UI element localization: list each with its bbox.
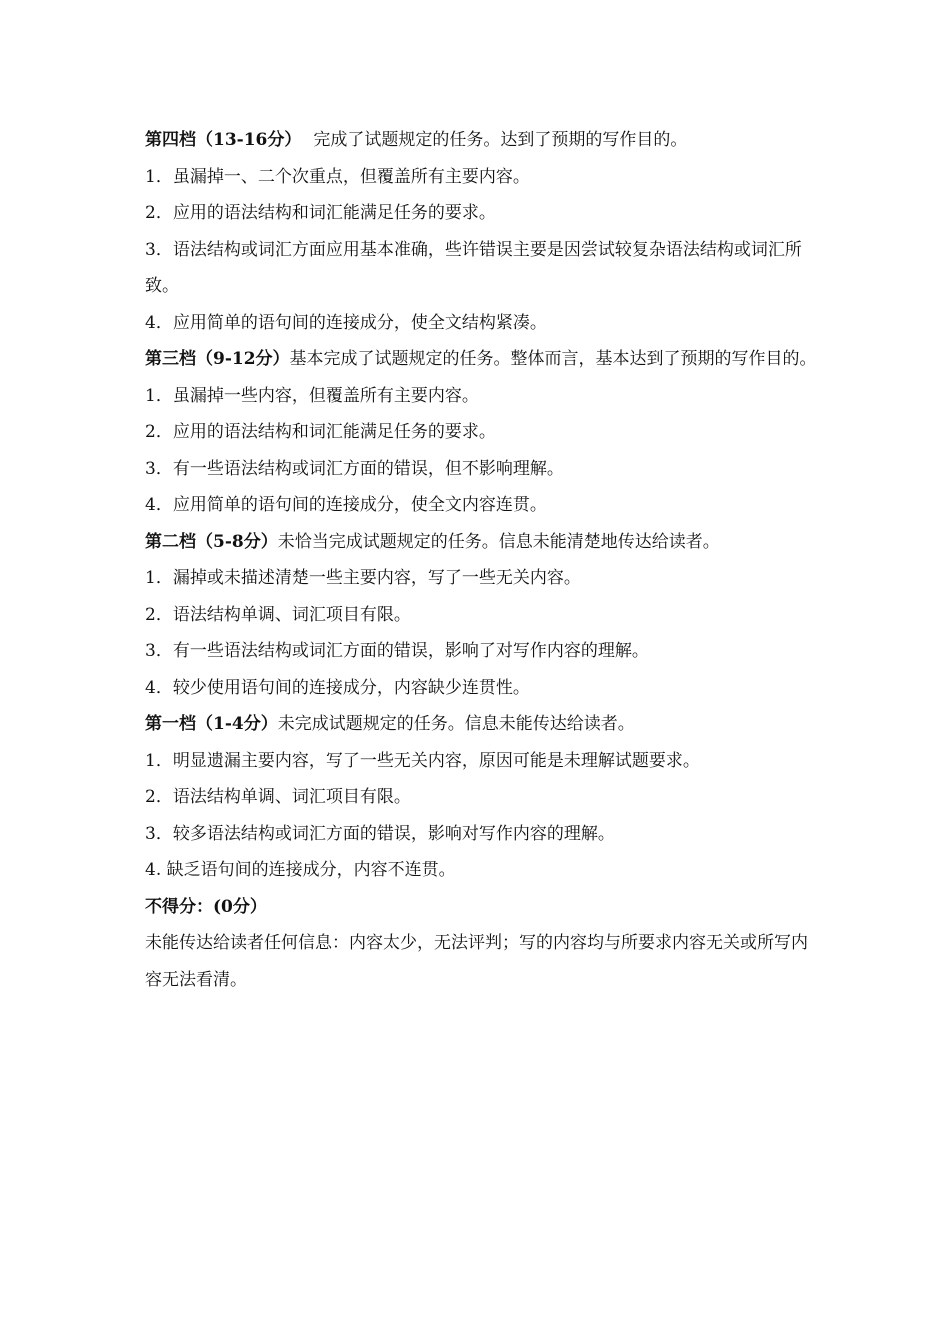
criterion-item: 1．虽漏掉一、二个次重点，但覆盖所有主要内容。 <box>145 166 530 187</box>
section-4-header <box>145 122 817 159</box>
section-summary: 未完成试题规定的任务。信息未能传达给读者。 <box>277 714 635 734</box>
criterion-item: 2．应用的语法结构和词汇能满足任务的要求。 <box>145 203 496 223</box>
section-heading: 第二档（5-8分） <box>145 531 278 552</box>
zero-score-description: 未能传达给读者任何信息：内容太少，无法评判；写的内容均与所要求内容无关或所写内容无法看清。 <box>145 933 808 990</box>
criterion-item: 4．应用简单的语句间的连接成分，使全文结构紧凑。 <box>145 312 547 333</box>
criterion-item: 1．明显遗漏主要内容，写了一些无关内容，原因可能是未理解试题要求。 <box>145 750 700 771</box>
section-summary: 完成了试题规定的任务。达到了预期的写作目的。 <box>313 130 688 150</box>
criterion-item: 2．语法结构单调、词汇项目有限。 <box>145 787 411 807</box>
criterion-item: 4. 缺乏语句间的连接成分，内容不连贯。 <box>145 860 456 880</box>
section-heading: 第三档（9-12分） <box>145 349 290 369</box>
criterion-item: 3．有一些语法结构或词汇方面的错误，影响了对写作内容的理解。 <box>145 641 649 661</box>
criterion-item: 4．较少使用语句间的连接成分，内容缺少连贯性。 <box>145 677 530 698</box>
zero-score-heading: 不得分：(0分） <box>145 896 267 917</box>
section-2-header <box>145 524 817 561</box>
section-1-header <box>145 706 817 743</box>
criterion-item: 1．虽漏掉一些内容，但覆盖所有主要内容。 <box>145 385 479 406</box>
criterion-item: 3．语法结构或词汇方面应用基本准确，些许错误主要是因尝试较复杂语法结构或词汇所致。 <box>145 239 802 296</box>
criterion-item: 4．应用简单的语句间的连接成分，使全文内容连贯。 <box>145 495 547 515</box>
document-page <box>145 122 817 998</box>
section-summary: 未恰当完成试题规定的任务。信息未能清楚地传达给读者。 <box>277 531 720 552</box>
section-summary: 基本完成了试题规定的任务。整体而言，基本达到了预期的写作目的。 <box>289 349 817 369</box>
section-3-header <box>145 341 817 378</box>
criterion-item: 2．应用的语法结构和词汇能满足任务的要求。 <box>145 422 496 442</box>
section-heading: 第一档（1-4分） <box>145 714 278 734</box>
criterion-item: 2．语法结构单调、词汇项目有限。 <box>145 604 411 625</box>
section-heading: 第四档（13-16分） <box>145 130 302 150</box>
criterion-item: 3．有一些语法结构或词汇方面的错误，但不影响理解。 <box>145 458 564 479</box>
criterion-item: 1．漏掉或未描述清楚一些主要内容，写了一些无关内容。 <box>145 568 581 588</box>
criterion-item: 3．较多语法结构或词汇方面的错误，影响对写作内容的理解。 <box>145 823 615 844</box>
